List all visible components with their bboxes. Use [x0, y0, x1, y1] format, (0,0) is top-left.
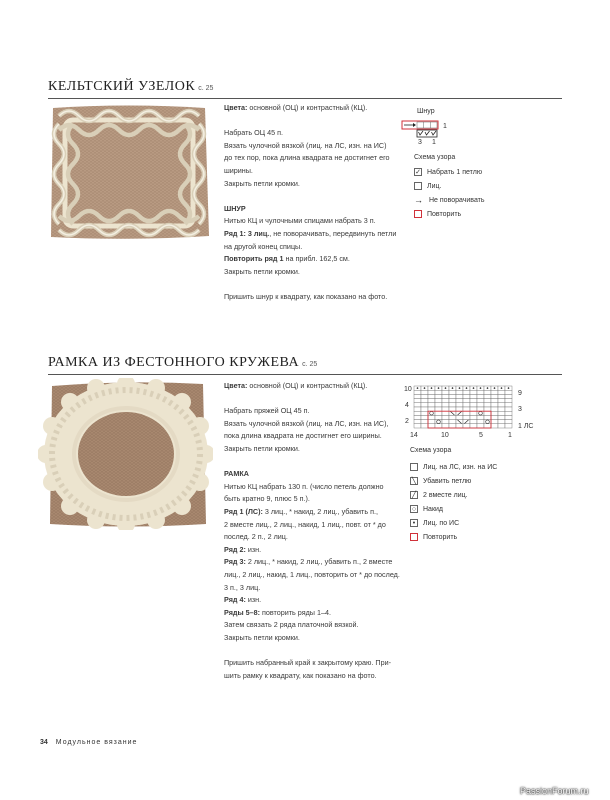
yarn-over-icon: ○ [411, 506, 417, 513]
knit-ws-mark [480, 387, 482, 389]
chart-cell [414, 411, 421, 415]
chart-cell [484, 407, 491, 411]
instruction-line [224, 619, 394, 632]
instruction-text: изн. [245, 595, 262, 605]
legend-label: Лиц. [427, 182, 442, 190]
chart-cell [484, 403, 491, 407]
chart-cell [414, 420, 421, 424]
chart-cell [456, 407, 463, 411]
knit-ws-mark [445, 387, 447, 389]
celtic-knot-photo [47, 104, 212, 242]
knit-ws-mark [466, 387, 468, 389]
section2-instructions [224, 380, 400, 682]
chart-cell [470, 415, 477, 419]
chart-cell [470, 424, 477, 428]
lace-chart-row-label-right: 9 [518, 390, 522, 397]
instruction-line [224, 215, 394, 228]
chart-cell [484, 420, 491, 424]
instruction-line [224, 203, 394, 216]
legend-item [414, 193, 485, 207]
chart-cell [414, 403, 421, 407]
legend-label: Повторить [423, 533, 458, 541]
repeat-icon [410, 533, 418, 541]
chart-cell [449, 390, 456, 394]
chart-cell [449, 394, 456, 398]
chart-cell [428, 420, 435, 424]
chart-cell [505, 399, 512, 403]
instruction-line [224, 569, 400, 582]
watermark: PassionForum.ru [520, 786, 589, 796]
cord-chart-title: Шнур [417, 108, 435, 115]
instruction-line [224, 430, 394, 443]
instruction-text: Закрыть петли кромки. [224, 632, 300, 642]
instruction-bold: ШНУР [224, 203, 246, 213]
lace-chart-row-label-right: 1 ЛС [518, 423, 534, 430]
chart-cell [435, 407, 442, 411]
chart-cell [435, 411, 442, 415]
cord-chart-col-label: 3 [418, 139, 422, 146]
instruction-line [224, 418, 394, 431]
lace-chart-row-label-left: 4 [405, 402, 409, 409]
chart-cell [463, 415, 470, 419]
instruction-text: ширины. [224, 165, 253, 175]
legend-label: Убавить петлю [423, 477, 472, 485]
instruction-text: на прибл. 162,5 см. [283, 254, 350, 264]
instruction-text: 3 лиц., * накид, 2 лиц., убавить п., [262, 506, 378, 516]
chart-cell [456, 390, 463, 394]
chart-cell [456, 415, 463, 419]
instruction-text: послед. 2 п., 2 лиц. [224, 532, 288, 542]
instruction-bold: Ряд 1 (ЛС): [224, 506, 263, 516]
chart-cell [435, 403, 442, 407]
section2-title [48, 355, 317, 371]
paragraph-gap [224, 393, 394, 406]
knit-ws-mark [508, 387, 510, 389]
knit-ws-mark [487, 387, 489, 389]
instruction-line [224, 556, 394, 569]
chart-cell [498, 390, 505, 394]
chart-cell [484, 394, 491, 398]
legend1-title: Схема узора [414, 154, 456, 161]
chart-cell [491, 424, 498, 428]
instruction-line [224, 291, 394, 304]
instruction-bold: Ряды 5–8: [224, 607, 260, 617]
instruction-text: 2 вместе лиц., 2 лиц., накид, 1 лиц., повт. от * до [224, 519, 386, 529]
chart-cell [428, 407, 435, 411]
chart-cell [414, 394, 421, 398]
chart-cell [442, 390, 449, 394]
chart-cell [470, 420, 477, 424]
chart-cell [470, 411, 477, 415]
chart-cell [484, 390, 491, 394]
chart-cell [428, 403, 435, 407]
instruction-text: повторить ряды 1–4. [259, 607, 331, 617]
chart-cell [477, 411, 484, 415]
arrow-right-icon: → [414, 195, 423, 205]
chart-cell [477, 403, 484, 407]
legend-item [414, 165, 485, 179]
chart-cell [456, 394, 463, 398]
chart-cell [505, 390, 512, 394]
legend2 [410, 460, 497, 544]
page-footer [40, 739, 137, 746]
legend-item [410, 530, 497, 544]
chart-cell [414, 390, 421, 394]
page-number: 34 [40, 739, 48, 746]
instruction-text: Затем связать 2 ряда платочной вязкой. [224, 620, 359, 630]
instruction-text: 2 лиц., * накид, 2 лиц., убавить п., 2 вместе [245, 557, 393, 567]
instruction-bold: Повторить ряд 1 [224, 254, 284, 264]
legend-label: Не поворачивать [429, 196, 485, 204]
instruction-line [224, 405, 394, 418]
chart-cell [470, 390, 477, 394]
chart-cell [449, 424, 456, 428]
knit-ws-mark [459, 387, 461, 389]
chart-cell [421, 420, 428, 424]
instruction-text: быть кратно 9, плюс 5 п.). [224, 494, 310, 504]
paragraph-gap [224, 190, 394, 203]
chart-cell [435, 399, 442, 403]
chart-cell [505, 415, 512, 419]
chart-cell [491, 420, 498, 424]
chart-cell [498, 424, 505, 428]
section1-page-ref: с. 25 [198, 85, 214, 92]
chart-cell [428, 415, 435, 419]
instruction-text: основной (ОЦ) и контрастный (КЦ). [247, 103, 368, 112]
instruction-line [224, 443, 394, 456]
section2-page-ref: с. 25 [302, 361, 318, 368]
legend-label: Накид [423, 505, 444, 513]
chart-cell [477, 399, 484, 403]
instruction-line [224, 657, 394, 670]
chart-cell [491, 390, 498, 394]
legend-item [414, 207, 485, 221]
chart-cell [470, 399, 477, 403]
paragraph-gap [224, 644, 394, 657]
chart-cell [456, 403, 463, 407]
chart-cell [470, 407, 477, 411]
chart-cell [498, 407, 505, 411]
instruction-line [224, 241, 394, 254]
paragraph-gap [224, 115, 394, 128]
chart-cell [421, 415, 428, 419]
instruction-text: Вязать чулочной вязкой (лиц. на ЛС, изн. на ИС) [224, 140, 387, 150]
chart-cell [484, 415, 491, 419]
knit-ws-mark [473, 387, 475, 389]
chart-cell [435, 394, 442, 398]
knit-ws-mark [501, 387, 503, 389]
lace-chart-col-label: 14 [410, 432, 418, 439]
legend2-title: Схема узора [410, 447, 452, 454]
cast-on-icon: ✓ [415, 169, 421, 176]
legend-item [410, 488, 497, 502]
chart-cell [449, 420, 456, 424]
chart-cell [463, 390, 470, 394]
chart-cell [414, 407, 421, 411]
chart-cell [463, 403, 470, 407]
instruction-text: Пришить шнур к квадрату, как показано на фото. [224, 291, 388, 301]
instruction-line [224, 468, 394, 481]
chart-cell [428, 399, 435, 403]
cord-chart-row-label: 1 [443, 123, 447, 130]
legend-item [410, 474, 497, 488]
chart-cell [505, 407, 512, 411]
section2-rule [48, 374, 562, 375]
chart-cell [505, 424, 512, 428]
section1-rule [48, 98, 562, 99]
instruction-text: на другой конец спицы. [224, 241, 303, 251]
chart-cell [442, 399, 449, 403]
section1-title [48, 79, 213, 95]
instruction-line [224, 380, 394, 393]
paragraph-gap [224, 456, 394, 469]
lace-chart-col-label: 10 [441, 432, 449, 439]
chart-cell [428, 424, 435, 428]
legend-item [410, 460, 497, 474]
instruction-bold: Цвета: [224, 103, 248, 112]
instruction-bold: Ряд 4: [224, 595, 246, 605]
chart-cell [463, 424, 470, 428]
instruction-text: Нитью КЦ и чулочными спицами набрать 3 п. [224, 216, 376, 226]
knit-ws-mark [438, 387, 440, 389]
chart-cell [421, 390, 428, 394]
knit-ws-mark [494, 387, 496, 389]
chart-cell [428, 394, 435, 398]
chart-cell [477, 394, 484, 398]
legend1 [414, 165, 485, 221]
instruction-bold: Ряд 1: 3 лиц. [224, 228, 270, 238]
knit-ws-mark [431, 387, 433, 389]
lace-chart-row-label-left: 2 [405, 418, 409, 425]
chart-cell [421, 403, 428, 407]
chart-cell [428, 390, 435, 394]
chart-cell [414, 415, 421, 419]
knit-ws-mark [424, 387, 426, 389]
chart-cell [491, 407, 498, 411]
chart-cell [442, 394, 449, 398]
instruction-text: Закрыть петли кромки. [224, 266, 300, 276]
chart-cell [470, 394, 477, 398]
chart-cell [477, 415, 484, 419]
chart-cell [435, 424, 442, 428]
instruction-line [224, 632, 394, 645]
instruction-line [224, 266, 394, 279]
instruction-text: пока длина квадрата не достигнет его ширины. [224, 431, 382, 441]
instruction-line [224, 506, 394, 519]
chart-cell [491, 394, 498, 398]
k2tog-icon: ╱ [411, 492, 417, 499]
instruction-line [224, 152, 394, 165]
chart-cell [435, 390, 442, 394]
instruction-text: Вязать чулочной вязкой (лиц. на ЛС, изн. на ИС), [224, 418, 389, 428]
legend-label: Набрать 1 петлю [427, 168, 483, 176]
instruction-line [224, 228, 397, 241]
instruction-text: Пришить набранный край к закрытому краю. При- [224, 658, 391, 668]
legend-item [410, 516, 497, 530]
chart-cell [505, 411, 512, 415]
chart-cell [442, 415, 449, 419]
ssk-icon: ╲ [411, 478, 417, 485]
chart-cell [449, 403, 456, 407]
chart-cell [442, 424, 449, 428]
lace-chart-row-label-right: 3 [518, 406, 522, 413]
chart-cell [470, 403, 477, 407]
instruction-line [224, 544, 394, 557]
lace-chart-col-label: 1 [508, 432, 512, 439]
knit-ws-mark [452, 387, 454, 389]
section1-instructions [224, 102, 397, 304]
chart-cell [435, 415, 442, 419]
instruction-text: , не поворачивать, передвинуть петли [269, 228, 397, 238]
instruction-text: 3 п., 3 лиц. [224, 582, 261, 592]
instruction-line [224, 519, 394, 532]
chart-cell [463, 399, 470, 403]
instruction-bold: Ряд 2: [224, 544, 246, 554]
knit-ws-icon: • [410, 519, 418, 527]
legend-label: Повторить [427, 210, 462, 218]
chart-cell [477, 407, 484, 411]
chart-cell [428, 411, 435, 415]
chart-cell [421, 424, 428, 428]
chart-cell [477, 420, 484, 424]
instruction-text: Закрыть петли кромки. [224, 178, 300, 188]
instruction-bold: Ряд 3: [224, 557, 246, 567]
chart-cell [456, 399, 463, 403]
chart-cell [491, 403, 498, 407]
chart-cell [449, 407, 456, 411]
lace-chart-row-label-left: 10 [404, 386, 412, 393]
chart-cell [484, 411, 491, 415]
legend-item [414, 179, 485, 193]
lace-chart-col-label: 5 [479, 432, 483, 439]
chart-cell [484, 424, 491, 428]
legend-label: Лиц. по ИС [423, 519, 460, 527]
chart-cell [442, 420, 449, 424]
lace-chart [413, 385, 515, 429]
chart-cell [498, 394, 505, 398]
chart-cell [442, 407, 449, 411]
chart-cell [498, 399, 505, 403]
chart-cell [498, 411, 505, 415]
instruction-line [224, 140, 394, 153]
paragraph-gap [224, 278, 394, 291]
chart-cell [491, 415, 498, 419]
chart-cell [491, 411, 498, 415]
instruction-line [224, 178, 394, 191]
instruction-text: Набрать ОЦ 45 п. [224, 128, 283, 138]
instruction-line [224, 607, 394, 620]
chart-cell [414, 399, 421, 403]
cord-chart-col-label: 1 [432, 139, 436, 146]
chart-cell [463, 407, 470, 411]
knit-ws-mark [417, 387, 419, 389]
chart-cell [484, 399, 491, 403]
chart-cell [498, 403, 505, 407]
chart-cell [456, 424, 463, 428]
chart-cell [463, 411, 470, 415]
chart-cell [505, 403, 512, 407]
chart-cell [498, 420, 505, 424]
instruction-bold: Цвета: [224, 381, 248, 390]
chart-cell [498, 415, 505, 419]
chart-cell [435, 420, 442, 424]
chart-cell [442, 403, 449, 407]
chart-cell [449, 399, 456, 403]
chart-cell [421, 394, 428, 398]
book-title: Модульное вязание [55, 739, 138, 746]
chart-cell [477, 424, 484, 428]
chart-cell [477, 390, 484, 394]
instruction-line [224, 481, 394, 494]
instruction-text: Набрать пряжей ОЦ 45 п. [224, 406, 310, 416]
chart-cell [463, 394, 470, 398]
instruction-line [224, 127, 394, 140]
instruction-text: шить рамку к квадрату, как показано на фото. [224, 670, 377, 680]
instruction-text: лиц., 2 лиц., накид, 1 лиц., повторить от * до послед. [224, 569, 400, 579]
cord-chart [401, 120, 441, 140]
instruction-line [224, 594, 394, 607]
chart-cell [505, 420, 512, 424]
instruction-line [224, 253, 394, 266]
instruction-bold: РАМКА [224, 469, 249, 479]
chart-cell [421, 411, 428, 415]
chart-cell [505, 394, 512, 398]
chart-cell [421, 399, 428, 403]
instruction-text: изн. [245, 544, 262, 554]
instruction-text: до тех пор, пока длина квадрата не достигнет его [224, 153, 390, 163]
section2-title-text: РАМКА ИЗ ФЕСТОННОГО КРУЖЕВА [48, 355, 300, 370]
legend-label: 2 вместе лиц. [423, 491, 468, 499]
instruction-line [224, 582, 394, 595]
lace-frame-photo [38, 378, 213, 530]
instruction-text: основной (ОЦ) и контрастный (КЦ). [247, 381, 368, 390]
instruction-line [224, 102, 394, 115]
instruction-text: Закрыть петли кромки. [224, 443, 300, 453]
section1-title-text: КЕЛЬТСКИЙ УЗЕЛОК [48, 79, 196, 94]
chart-cell [414, 424, 421, 428]
knit-rs-purl-ws-icon [410, 463, 418, 471]
instruction-line [224, 531, 394, 544]
chart-cell [491, 399, 498, 403]
instruction-line [224, 670, 394, 683]
chart-cell [421, 407, 428, 411]
legend-item [410, 502, 497, 516]
chart-cell [442, 411, 449, 415]
instruction-line [224, 493, 394, 506]
repeat-icon [414, 210, 422, 218]
chart-cell [449, 415, 456, 419]
legend-label: Лиц. на ЛС, изн. на ИС [423, 463, 498, 471]
knit-icon [414, 182, 422, 190]
instruction-text: Нитью КЦ набрать 130 п. (число петель должно [224, 481, 384, 491]
instruction-line [224, 165, 394, 178]
